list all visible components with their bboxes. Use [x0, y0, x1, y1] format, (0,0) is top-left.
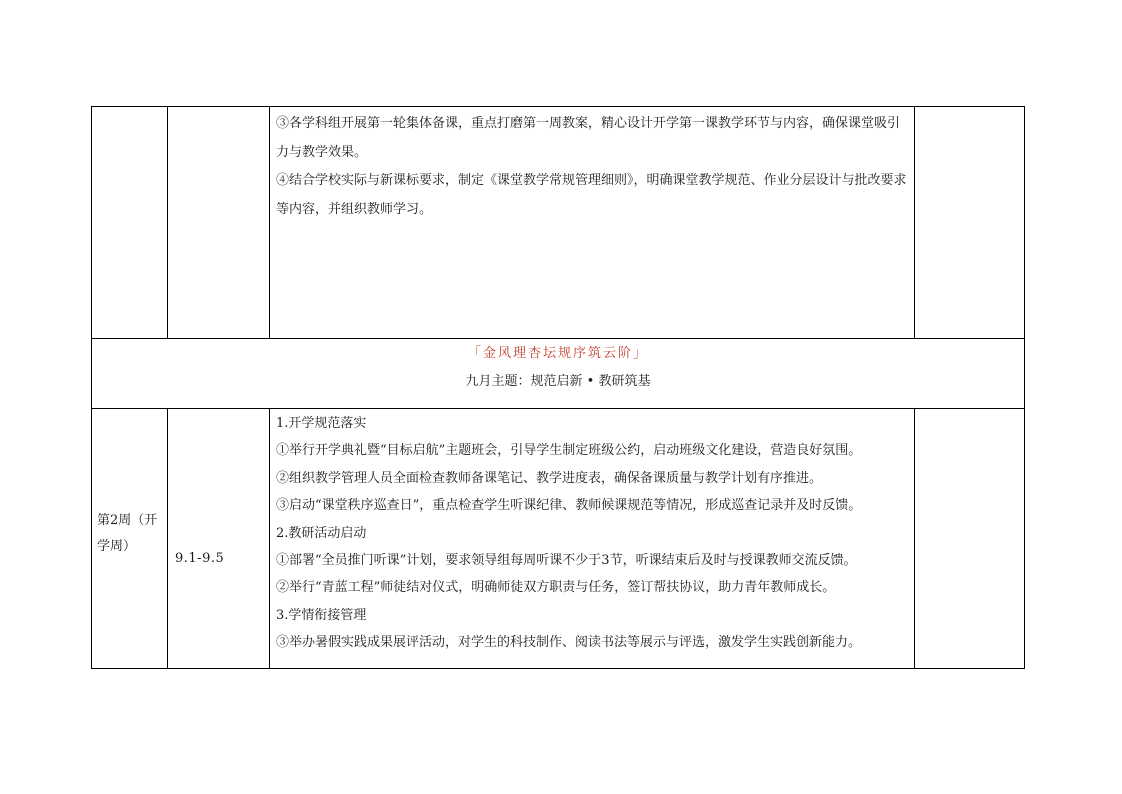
- row-divider-2: [91, 408, 1025, 409]
- top-row-content: [276, 110, 910, 224]
- banner-title: 「金风理杏坛规序筑云阶」: [467, 346, 648, 361]
- col-divider-3-top: [914, 106, 915, 338]
- list-item: ②组织教学管理人员全面检查教师备课笔记、教学进度表，确保备课质量与教学计划有序推进。: [276, 470, 823, 486]
- col-divider-3-bottom: [914, 408, 915, 668]
- date-range: 9.1-9.5: [175, 551, 225, 566]
- list-item: ③举办暑假实践成果展评活动，对学生的科技制作、阅读书法等展示与评选，激发学生实践创新能力。: [276, 635, 862, 651]
- list-item: ①部署“全员推门听课”计划，要求领导组每周听课不少于3节，听课结束后及时与授课教师交流反馈。: [276, 553, 857, 569]
- list-item: ②举行“青蓝工程”师徒结对仪式，明确师徒双方职责与任务，签订帮扶协议，助力青年教师成长。: [276, 580, 836, 596]
- col-divider-1-bottom: [167, 408, 168, 668]
- list-item: ③启动“课堂秩序巡查日”，重点检查学生听课纪律、教师候课规范等情况，形成巡查记录并及时反馈。: [276, 498, 862, 514]
- section-heading-3: 3.学情衔接管理: [276, 607, 367, 623]
- section-heading-1: 1.开学规范落实: [276, 416, 367, 431]
- top-paragraph-4: ④结合学校实际与新课标要求，制定《课堂教学常规管理细则》，明确课堂教学规范、作业分层设计与批改要求等内容，并组织教师学习。: [276, 173, 907, 217]
- list-item: ①举行开学典礼暨“目标启航”主题班会，引导学生制定班级公约，启动班级文化建设，营造良好氛围。: [276, 443, 862, 459]
- table-border-bottom: [91, 668, 1025, 669]
- row-divider-1: [91, 338, 1025, 339]
- col-divider-2-top: [269, 106, 270, 338]
- week-row-content: [276, 410, 861, 657]
- section-heading-2: 2.教研活动启动: [276, 525, 367, 541]
- col-divider-2-bottom: [269, 408, 270, 668]
- week-label: 第2周（开学周）: [97, 513, 158, 554]
- banner-subtitle: 九月主题：规范启新 • 教研筑基: [465, 374, 651, 389]
- col-divider-1-top: [167, 106, 168, 338]
- table-border-top: [91, 106, 1025, 107]
- top-paragraph-3: ③各学科组开展第一轮集体备课，重点打磨第一周教案，精心设计开学第一课教学环节与内容，确保课堂吸引力与教学效果。: [276, 116, 901, 160]
